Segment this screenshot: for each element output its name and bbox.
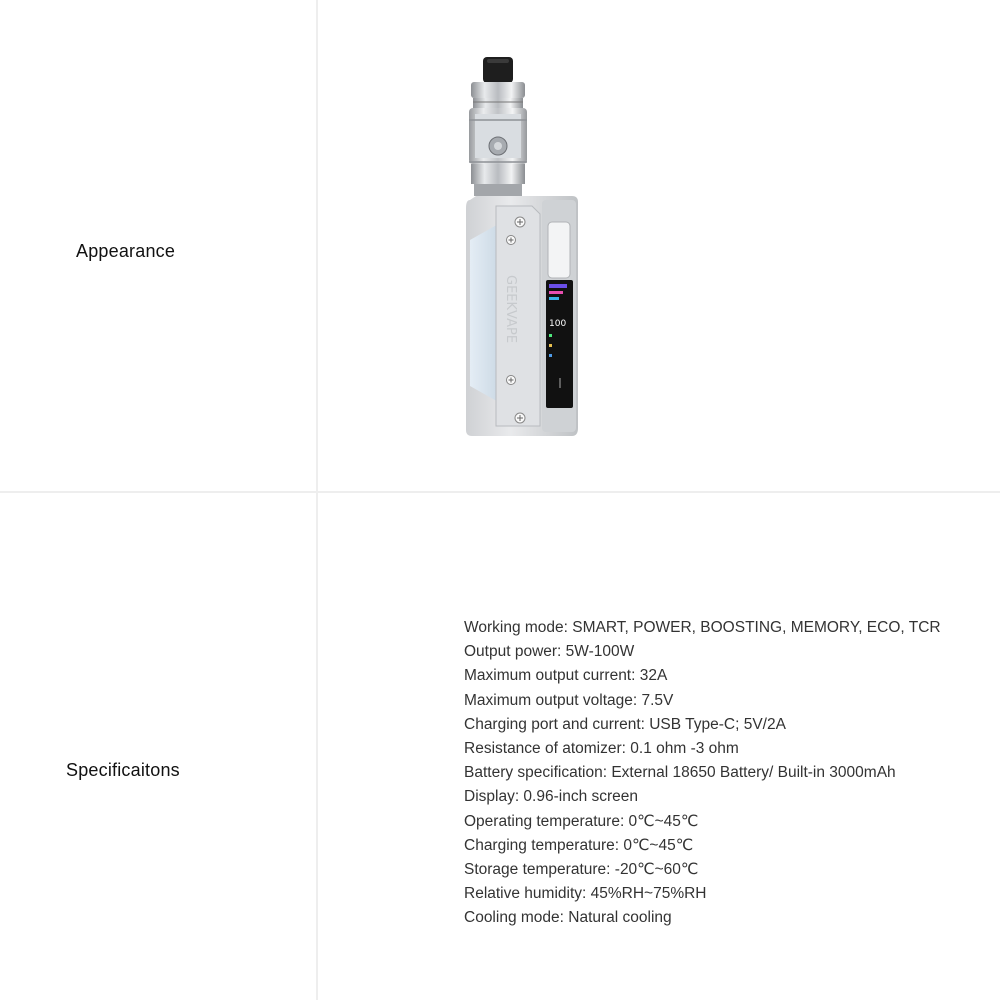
svg-text:100: 100	[549, 319, 567, 329]
spec-item: Charging temperature: 0℃~45℃	[464, 836, 694, 854]
spec-item: Output power: 5W-100W	[464, 643, 635, 661]
spec-item: Display: 0.96-inch screen	[464, 788, 639, 806]
spec-item: Battery specification: External 18650 Battery/ Built-in 3000mAh	[464, 764, 896, 782]
spec-item: Maximum output current: 32A	[464, 667, 668, 685]
spec-item: Maximum output voltage: 7.5V	[464, 691, 674, 709]
spec-item: Working mode: SMART, POWER, BOOSTING, MEMORY, ECO, TCR	[464, 619, 941, 636]
spec-item: Cooling mode: Natural cooling	[464, 909, 672, 927]
svg-text:GEEKVAPE: GEEKVAPE	[503, 275, 518, 344]
spec-item: Relative humidity: 45%RH~75%RH	[464, 885, 707, 903]
spec-item: Resistance of atomizer: 0.1 ohm -3 ohm	[464, 739, 739, 757]
specifications-list	[464, 616, 941, 930]
appearance-label: Appearance	[76, 241, 176, 261]
column-divider	[316, 0, 318, 1000]
product-image	[440, 50, 600, 445]
row-divider	[0, 491, 1000, 493]
spec-item: Operating temperature: 0℃~45℃	[464, 812, 699, 830]
spec-item: Charging port and current: USB Type-C; 5V/2A	[464, 715, 786, 733]
spec-item: Storage temperature: -20℃~60℃	[464, 860, 699, 878]
specifications-label: Specificaitons	[66, 760, 180, 780]
